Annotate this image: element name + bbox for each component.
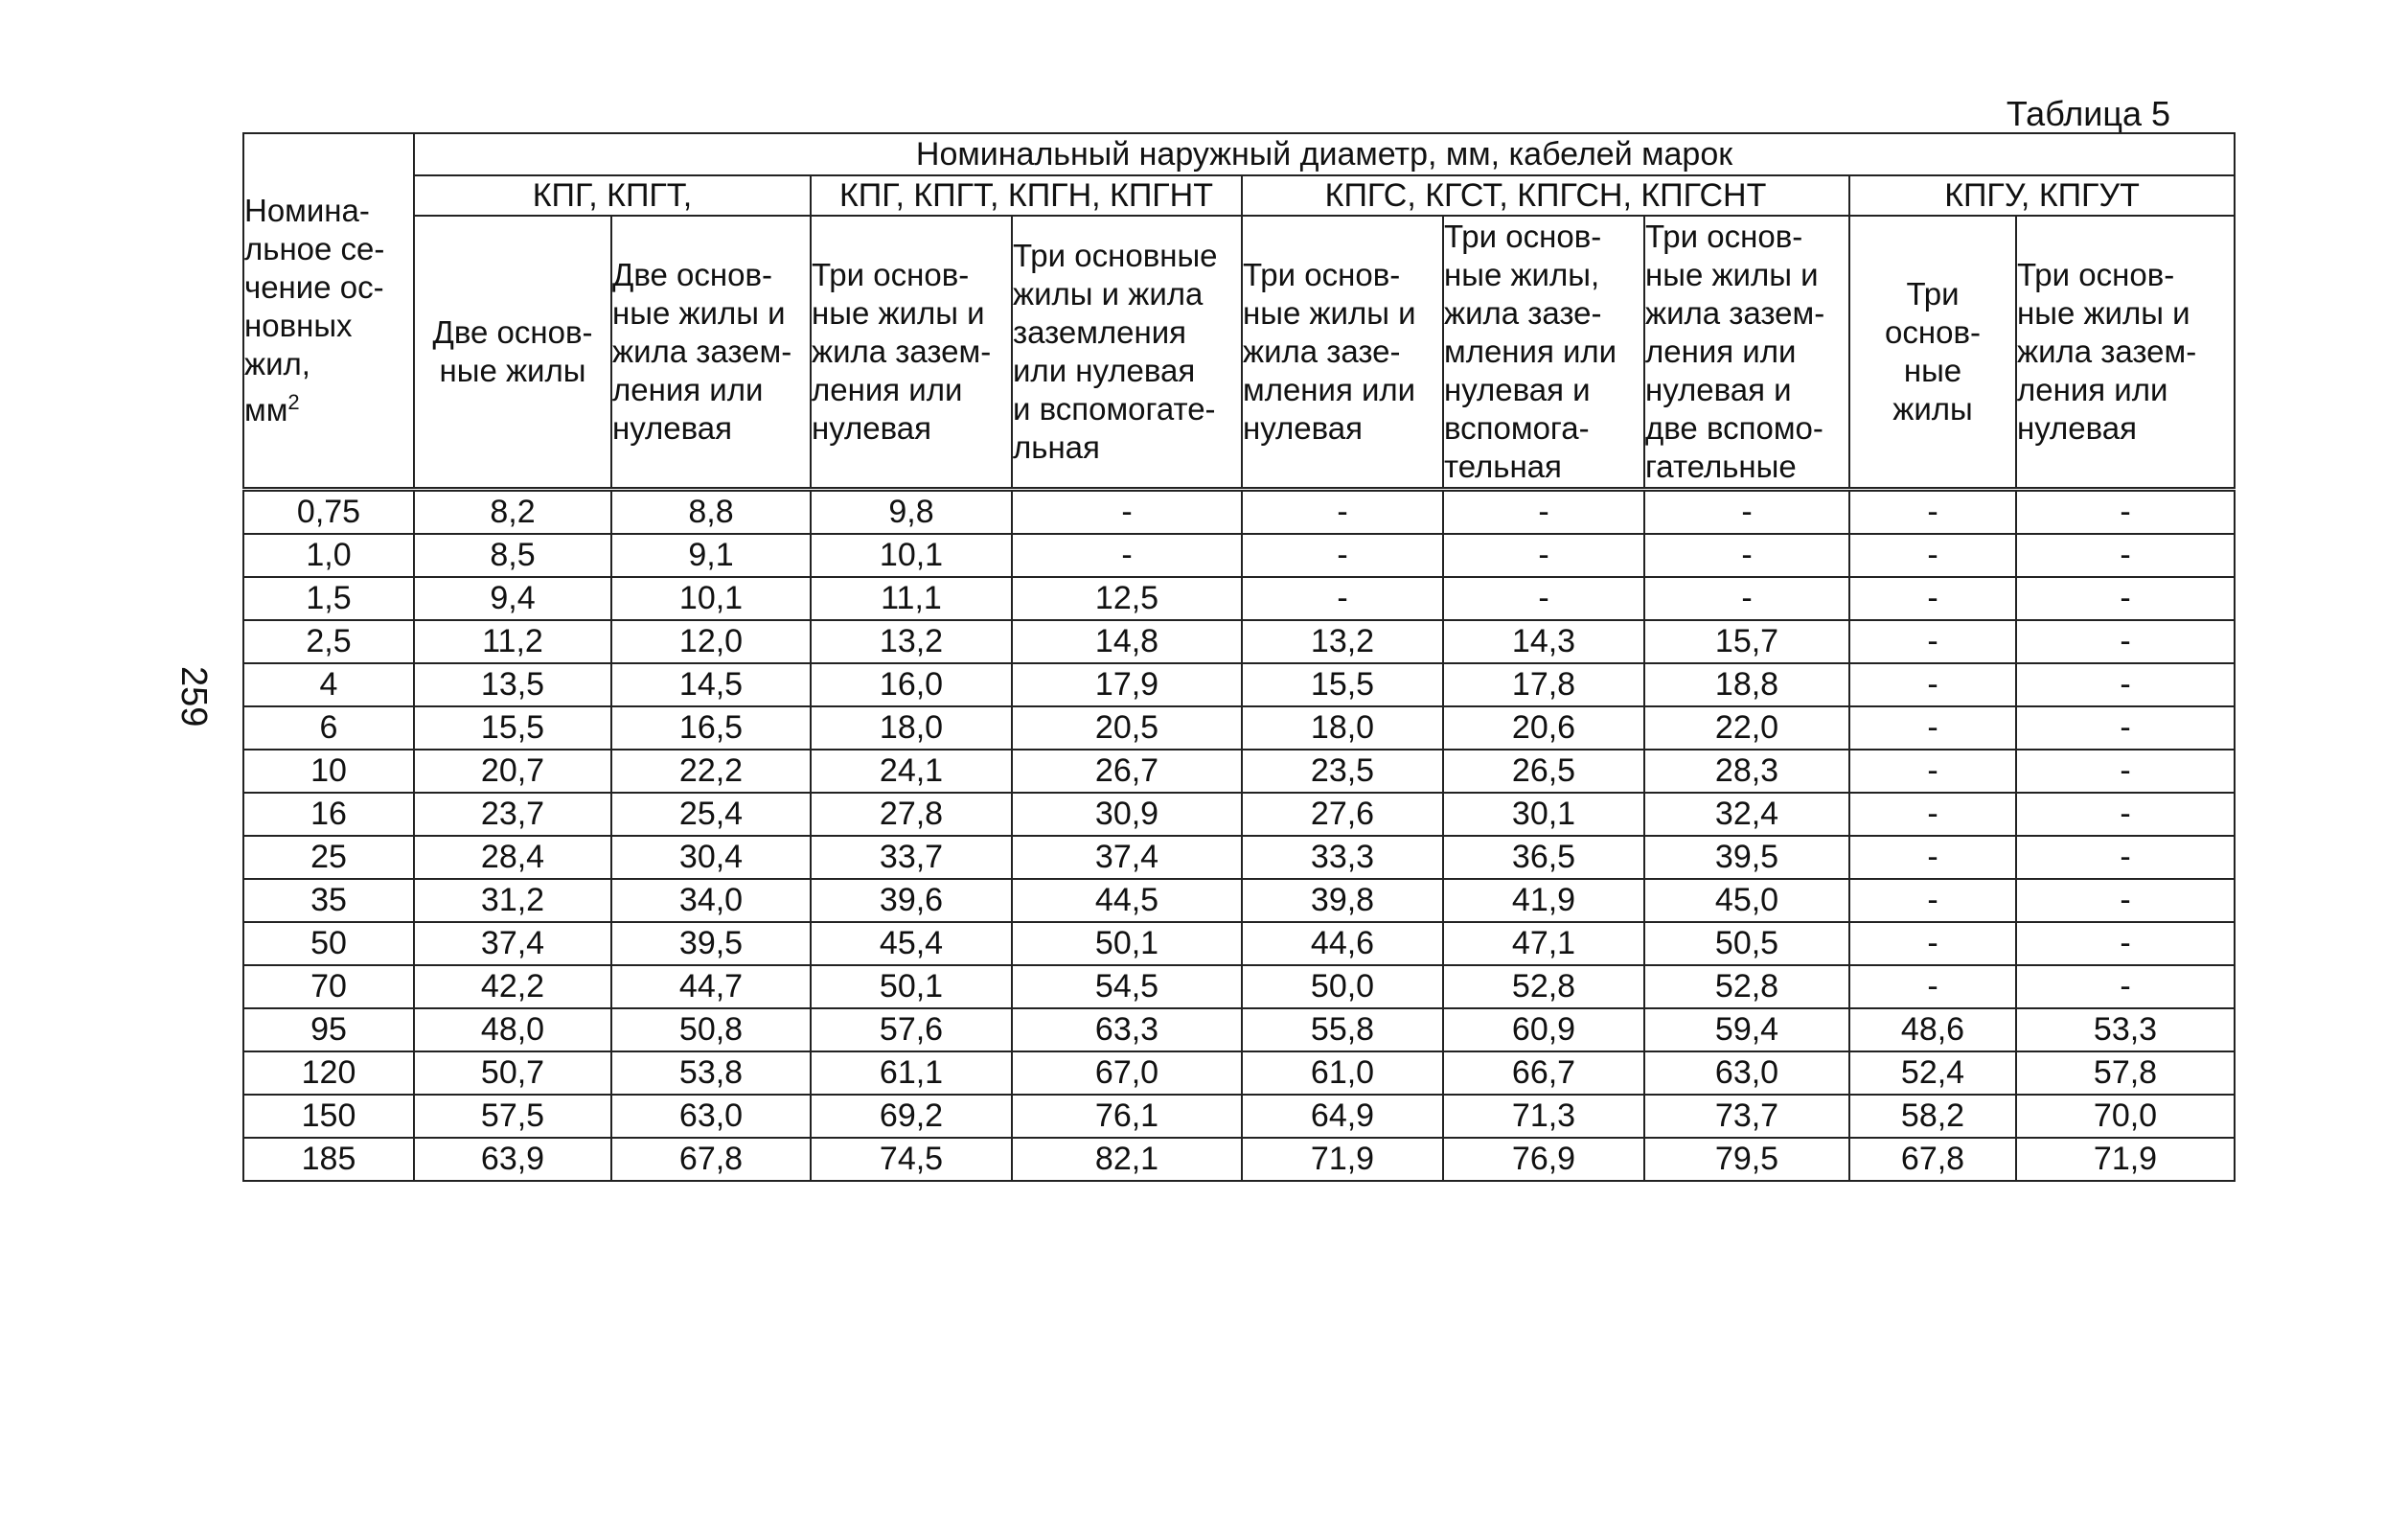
header-section-label: Номина- льное се- чение ос- новных жил, $мм^2$ [243,133,414,490]
column-header: Две основ- ные жилы и жила зазем- ления или нулевая [611,216,811,490]
diameter-cell: 60,9 [1443,1008,1644,1051]
section-cell: 25 [243,836,414,879]
diameter-cell: 8,2 [414,490,611,535]
diameter-cell: - [1644,577,1849,620]
column-header: Три основ- ные жилы и жила зазем- ления или нулевая и две вспомо- гательные [1644,216,1849,490]
diameter-cell: 69,2 [811,1095,1012,1138]
section-cell: 120 [243,1051,414,1095]
diameter-cell: 71,9 [2016,1138,2235,1181]
diameter-cell: 50,1 [811,965,1012,1008]
diameter-cell: 18,8 [1644,663,1849,706]
table-row [243,577,2235,620]
diameter-cell: - [1849,750,2016,793]
diameter-cell: 15,5 [414,706,611,750]
diameter-cell: 39,5 [611,922,811,965]
diameter-cell: - [1849,922,2016,965]
diameter-cell: 17,9 [1012,663,1242,706]
column-header: Три основ- ные жилы [1849,216,2016,490]
diameter-cell: 41,9 [1443,879,1644,922]
diameter-cell: 67,8 [611,1138,811,1181]
diameter-cell: 50,5 [1644,922,1849,965]
diameter-cell: 14,8 [1012,620,1242,663]
diameter-cell: - [1443,490,1644,535]
diameter-cell: 52,4 [1849,1051,2016,1095]
section-cell: 4 [243,663,414,706]
diameter-cell: - [2016,534,2235,577]
diameter-cell: 8,8 [611,490,811,535]
page-number: 259 [173,666,214,727]
diameter-cell: 50,0 [1242,965,1443,1008]
diameter-cell: 10,1 [811,534,1012,577]
diameter-cell: 45,0 [1644,879,1849,922]
diameter-cell: - [1644,490,1849,535]
diameter-cell: 30,9 [1012,793,1242,836]
column-header: Три основ- ные жилы и жила зазе- мления или нулевая [1242,216,1443,490]
table-row [243,879,2235,922]
diameter-cell: 30,1 [1443,793,1644,836]
diameter-cell: 66,7 [1443,1051,1644,1095]
diameter-cell: - [1849,490,2016,535]
table-row [243,663,2235,706]
diameter-cell: - [2016,836,2235,879]
diameter-cell: 26,7 [1012,750,1242,793]
diameter-cell: 16,5 [611,706,811,750]
diameter-cell: 63,3 [1012,1008,1242,1051]
diameter-cell: - [1849,534,2016,577]
table-row [243,836,2235,879]
diameter-cell: 48,6 [1849,1008,2016,1051]
diameter-cell: - [1849,965,2016,1008]
diameter-cell: 48,0 [414,1008,611,1051]
diameter-cell: - [1849,836,2016,879]
diameter-cell: 74,5 [811,1138,1012,1181]
header-group: КПГС, КГСТ, КПГСН, КПГСНТ [1242,175,1849,216]
table-row [243,1138,2235,1181]
diameter-cell: 37,4 [414,922,611,965]
diameter-cell: - [2016,706,2235,750]
diameter-cell: - [1849,793,2016,836]
diameter-cell: 42,2 [414,965,611,1008]
diameter-cell: - [1849,577,2016,620]
column-header: Три основ- ные жилы и жила зазем- ления или нулевая [811,216,1012,490]
table-row [243,922,2235,965]
section-cell: 95 [243,1008,414,1051]
diameter-cell: - [2016,879,2235,922]
section-cell: 2,5 [243,620,414,663]
diameter-cell: - [2016,965,2235,1008]
column-header: Две основ- ные жилы [414,216,611,490]
diameter-cell: 16,0 [811,663,1012,706]
diameter-cell: - [1012,490,1242,535]
diameter-cell: 70,0 [2016,1095,2235,1138]
diameter-cell: - [1443,577,1644,620]
diameter-cell: 73,7 [1644,1095,1849,1138]
table-row [243,1095,2235,1138]
section-cell: 70 [243,965,414,1008]
table-row [243,1008,2235,1051]
section-cell: 1,0 [243,534,414,577]
diameter-cell: 61,0 [1242,1051,1443,1095]
section-cell: 16 [243,793,414,836]
diameter-cell: - [1242,490,1443,535]
table-row [243,490,2235,535]
diameter-cell: 13,2 [811,620,1012,663]
diameter-cell: 71,9 [1242,1138,1443,1181]
diameter-cell: 27,8 [811,793,1012,836]
diameter-cell: - [1443,534,1644,577]
cable-diameter-table [242,132,2236,1182]
section-cell: 0,75 [243,490,414,535]
diameter-cell: 28,3 [1644,750,1849,793]
table-row [243,793,2235,836]
diameter-cell: 8,5 [414,534,611,577]
diameter-cell: - [2016,663,2235,706]
diameter-cell: 32,4 [1644,793,1849,836]
diameter-cell: 13,5 [414,663,611,706]
diameter-cell: - [1644,534,1849,577]
diameter-cell: 26,5 [1443,750,1644,793]
diameter-cell: 24,1 [811,750,1012,793]
diameter-cell: 76,1 [1012,1095,1242,1138]
diameter-cell: 9,1 [611,534,811,577]
diameter-cell: 22,0 [1644,706,1849,750]
diameter-cell: 18,0 [811,706,1012,750]
diameter-cell: - [1849,706,2016,750]
diameter-cell: 39,6 [811,879,1012,922]
section-cell: 50 [243,922,414,965]
diameter-cell: 53,8 [611,1051,811,1095]
diameter-cell: 47,1 [1443,922,1644,965]
diameter-cell: 12,0 [611,620,811,663]
diameter-cell: 67,8 [1849,1138,2016,1181]
diameter-cell: 59,4 [1644,1008,1849,1051]
diameter-cell: - [1849,620,2016,663]
diameter-cell: 50,1 [1012,922,1242,965]
diameter-cell: 18,0 [1242,706,1443,750]
diameter-cell: 25,4 [611,793,811,836]
diameter-cell: 55,8 [1242,1008,1443,1051]
diameter-cell: 63,0 [1644,1051,1849,1095]
diameter-cell: 31,2 [414,879,611,922]
diameter-cell: 14,5 [611,663,811,706]
diameter-cell: 76,9 [1443,1138,1644,1181]
diameter-cell: 11,2 [414,620,611,663]
diameter-cell: - [1012,534,1242,577]
diameter-cell: 44,5 [1012,879,1242,922]
diameter-cell: 13,2 [1242,620,1443,663]
table-row [243,706,2235,750]
diameter-cell: 44,6 [1242,922,1443,965]
diameter-cell: 44,7 [611,965,811,1008]
diameter-cell: 58,2 [1849,1095,2016,1138]
diameter-cell: 22,2 [611,750,811,793]
diameter-cell: 39,8 [1242,879,1443,922]
section-cell: 1,5 [243,577,414,620]
table-row [243,534,2235,577]
diameter-cell: - [2016,490,2235,535]
diameter-cell: - [2016,620,2235,663]
header-group: КПГ, КПГТ, КПГН, КПГНТ [811,175,1242,216]
section-cell: 6 [243,706,414,750]
diameter-cell: 63,9 [414,1138,611,1181]
diameter-cell: 30,4 [611,836,811,879]
diameter-cell: 39,5 [1644,836,1849,879]
diameter-cell: 57,8 [2016,1051,2235,1095]
diameter-cell: - [2016,793,2235,836]
diameter-cell: 34,0 [611,879,811,922]
column-header: Три основ- ные жилы, жила зазе- мления или нулевая и вспомога- тельная [1443,216,1644,490]
table-row [243,750,2235,793]
diameter-cell: 27,6 [1242,793,1443,836]
diameter-cell: 20,7 [414,750,611,793]
diameter-cell: 50,8 [611,1008,811,1051]
diameter-cell: 61,1 [811,1051,1012,1095]
diameter-cell: 33,7 [811,836,1012,879]
diameter-cell: 52,8 [1443,965,1644,1008]
diameter-cell: 50,7 [414,1051,611,1095]
diameter-cell: 20,6 [1443,706,1644,750]
diameter-cell: 37,4 [1012,836,1242,879]
diameter-cell: 33,3 [1242,836,1443,879]
table-row [243,1051,2235,1095]
diameter-cell: 23,5 [1242,750,1443,793]
header-group: КПГ, КПГТ, [414,175,811,216]
diameter-cell: 15,5 [1242,663,1443,706]
diameter-cell: - [2016,577,2235,620]
diameter-cell: - [1242,577,1443,620]
diameter-cell: 36,5 [1443,836,1644,879]
section-cell: 185 [243,1138,414,1181]
diameter-cell: 9,8 [811,490,1012,535]
section-cell: 35 [243,879,414,922]
diameter-cell: - [1849,663,2016,706]
diameter-cell: 10,1 [611,577,811,620]
diameter-cell: 23,7 [414,793,611,836]
diameter-cell: - [2016,750,2235,793]
table-row [243,965,2235,1008]
table-caption: Таблица 5 [2006,94,2170,133]
diameter-cell: 57,5 [414,1095,611,1138]
diameter-cell: 82,1 [1012,1138,1242,1181]
diameter-cell: 64,9 [1242,1095,1443,1138]
diameter-cell: - [2016,922,2235,965]
diameter-cell: - [1242,534,1443,577]
diameter-cell: 9,4 [414,577,611,620]
table-body [243,490,2235,1182]
diameter-cell: 63,0 [611,1095,811,1138]
header-brand-title: Номинальный наружный диаметр, мм, кабелей марок [414,133,2235,175]
diameter-cell: 71,3 [1443,1095,1644,1138]
column-header: Три основные жилы и жила заземления или нулевая и вспомогате- льная [1012,216,1242,490]
diameter-cell: 28,4 [414,836,611,879]
diameter-cell: 14,3 [1443,620,1644,663]
diameter-cell: 67,0 [1012,1051,1242,1095]
table-row [243,620,2235,663]
diameter-cell: 79,5 [1644,1138,1849,1181]
diameter-cell: 11,1 [811,577,1012,620]
diameter-cell: 57,6 [811,1008,1012,1051]
diameter-cell: 45,4 [811,922,1012,965]
diameter-cell: 15,7 [1644,620,1849,663]
header-group: КПГУ, КПГУТ [1849,175,2235,216]
diameter-cell: 12,5 [1012,577,1242,620]
diameter-cell: 20,5 [1012,706,1242,750]
diameter-cell: 53,3 [2016,1008,2235,1051]
diameter-cell: 52,8 [1644,965,1849,1008]
column-header: Три основ- ные жилы и жила зазем- ления или нулевая [2016,216,2235,490]
section-cell: 10 [243,750,414,793]
diameter-cell: 54,5 [1012,965,1242,1008]
diameter-cell: - [1849,879,2016,922]
diameter-cell: 17,8 [1443,663,1644,706]
section-cell: 150 [243,1095,414,1138]
